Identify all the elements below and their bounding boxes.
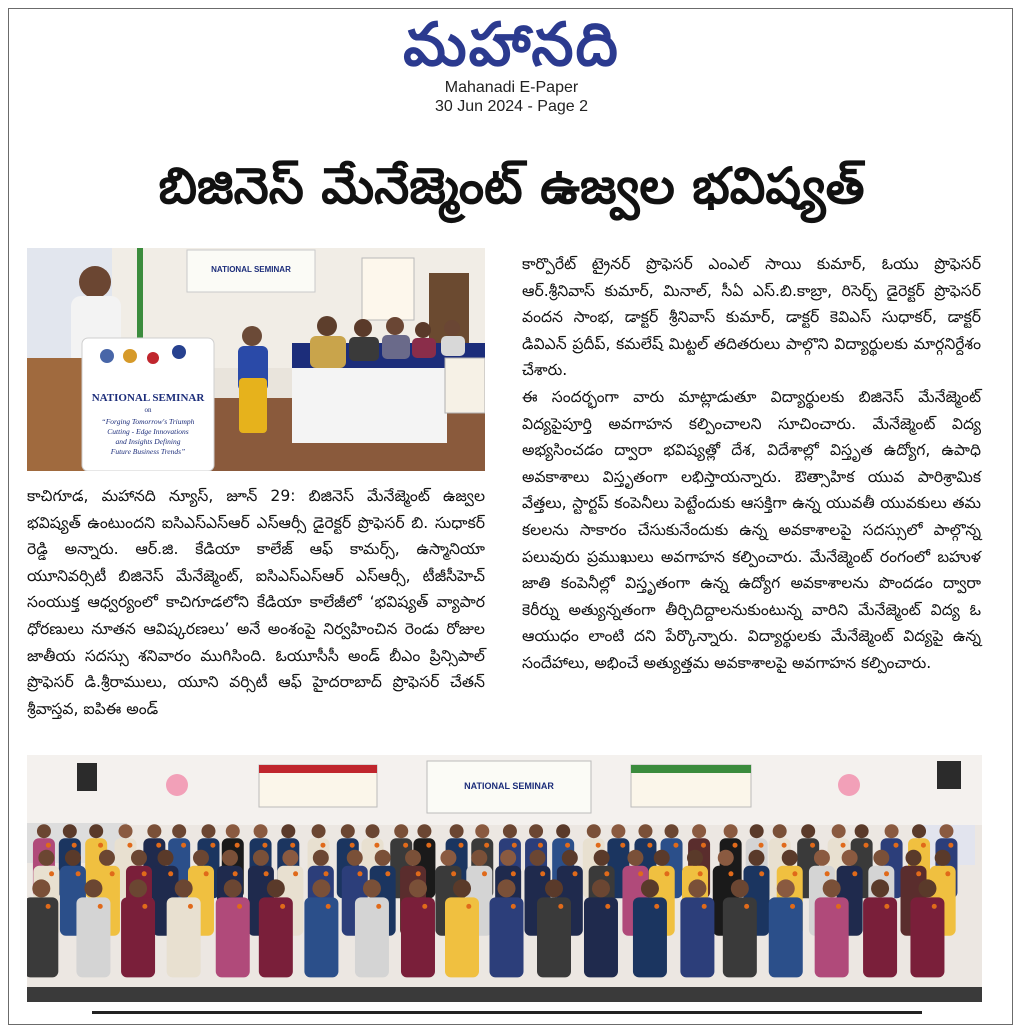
edition-name: Mahanadi E-Paper	[444, 79, 579, 96]
left-column-paragraph: కాచిగూడ, మహానది న్యూస్, జూన్ 29: బిజినెస్ మేనేజ్మెంట్ ఉజ్వల భవిష్యత్ ఉంటుందని ఐసిఎస్ఎస్ఆర్ ఎస్ఆర్సీ డైరెక్టర్ ప్రొఫెసర్ బి. సుధాకర్ రెడ్డి అన్నారు. ఆర్.జి. కేడియా కాలేజ్ ఆఫ్ కామర్స్, ఉస్మానియా యూనివర్సిటీ బిజినెస్ మేనేజ్మెంట్, ఐసిఎస్ఎస్ఆర్ ఎస్ఆర్సీ, టీజీసీహెచ్ సంయుక్త ఆధ్వర్యంలో కాచిగూడలోని కేడియా కాలేజీలో ‘భవిష్యత్ వ్యాపార ధోరణులు నూతన ఆవిష్కరణలు’ అనే అంశంపై నిర్వహించిన రెండు రోజుల జాతీయ సదస్సు శనివారం ముగిసింది. ఓయూసీసీ అండ్ బీఎం ప్రిన్సిపాల్ ప్రొఫెసర్ డి.శ్రీరాములు, యూని వర్సిటీ ఆఫ్ హైదరాబాద్ ప్రొఫెసర్ చేతన్ శ్రీవాస్తవ, ఐపిఈ అండ్	[27, 487, 485, 718]
article-right-column	[522, 251, 981, 746]
podium-banner-line: NATIONAL SEMINAR	[91, 392, 205, 404]
masthead-logo: మహానది	[403, 10, 620, 80]
right-column-paragraph-1: కార్పొరేట్ ట్రైనర్ ప్రొఫెసర్ ఎంఎల్ సాయి కుమార్, ఓయు ప్రొఫెసర్ ఆర్.శ్రీనివాస్ కుమార్, మినాల్, సీఏ ఎస్.బి.కాబ్రా, రిసెర్చ్ డైరెక్టర్ ప్రొఫెసర్ వందన సాంభ, డాక్టర్ శ్రీనివాస్ కుమార్, డాక్టర్ కెవిఎస్ సుధాకర్, డాక్టర్ డివిఎన్ ప్రదీప్, కమలేష్ మిట్టల్ తదితరులు పాల్గొని విద్యార్థులకు మార్గనిర్దేశం చేశారు.	[522, 255, 981, 380]
bottom-rule	[92, 1011, 922, 1014]
podium-banner-line: and Insights Defining	[115, 437, 181, 446]
stage-banner-text: NATIONAL SEMINAR	[211, 265, 291, 274]
podium-banner-line: Future Business Trends”	[110, 447, 186, 456]
right-column-paragraph-2: ఈ సందర్భంగా వారు మాట్లాడుతూ విద్యార్థులకు బిజినెస్ మేనేజ్మెంట్ విద్యపైపూర్తి అవగాహన కల్పించాలని సూచించారు. మేనేజ్మెంట్ విద్య అభ్యసించడం ద్వారా భవిష్యత్లో దేశ, విదేశాల్లో విస్తృత ఉద్యోగ, ఉపాధి అవకాశాలు విస్తృతంగా లభిస్తాయన్నారు. ఔత్సాహిక యువ పారిశ్రామిక వేత్తలు, స్టార్టప్ కంపెనీలు పెట్టేందుకు ఆసక్తిగా ఉన్న యువతీ యువకులు తమ కలలను సాకారం చేసుకునేందుకు ఉన్న అవకాశాలపై సదస్సులో పాల్గొన్న పలువురు ప్రముఖులు అవగాహన కల్పించారు. మేనేజ్మెంట్ రంగంలో బహుళ జాతి కంపెనీల్లో విస్తృతంగా ఉన్న ఉద్యోగ అవకాశాలను పొందడం ద్వారా కెరీర్ను అత్యున్నతంగా తీర్చిదిద్దాలనుకుంటున్న వారిని మేనేజ్మెంట్ విద్య ఓ ఆయుధం లాంటి దని పేర్కొన్నారు. విద్యార్థులకు మేనేజ్మెంట్ విద్యపై ఉన్న సందేహాలు, అభించే అత్యుత్తమ అవకాశాలపై అవగాహన కల్పించారు.	[522, 387, 981, 672]
stage-photo-image	[27, 248, 485, 471]
seminar-stage-photo	[27, 248, 485, 471]
group-photo-banner-text: NATIONAL SEMINAR	[464, 781, 554, 791]
podium-banner-line: “Forging Tomorrow's Triumph	[101, 417, 195, 426]
group-photo	[27, 755, 982, 1002]
podium-banner-line: on	[144, 406, 152, 414]
article-headline: బిజినెస్ మేనేజ్మెంట్ ఉజ్వల భవిష్యత్	[158, 157, 865, 215]
edition-info	[0, 78, 1023, 116]
edition-date-page: 30 Jun 2024 - Page 2	[434, 98, 588, 115]
podium-banner-line: Cutting - Edge Innovations	[107, 427, 189, 436]
group-photo-image	[27, 755, 982, 1002]
article-left-column	[27, 483, 485, 748]
